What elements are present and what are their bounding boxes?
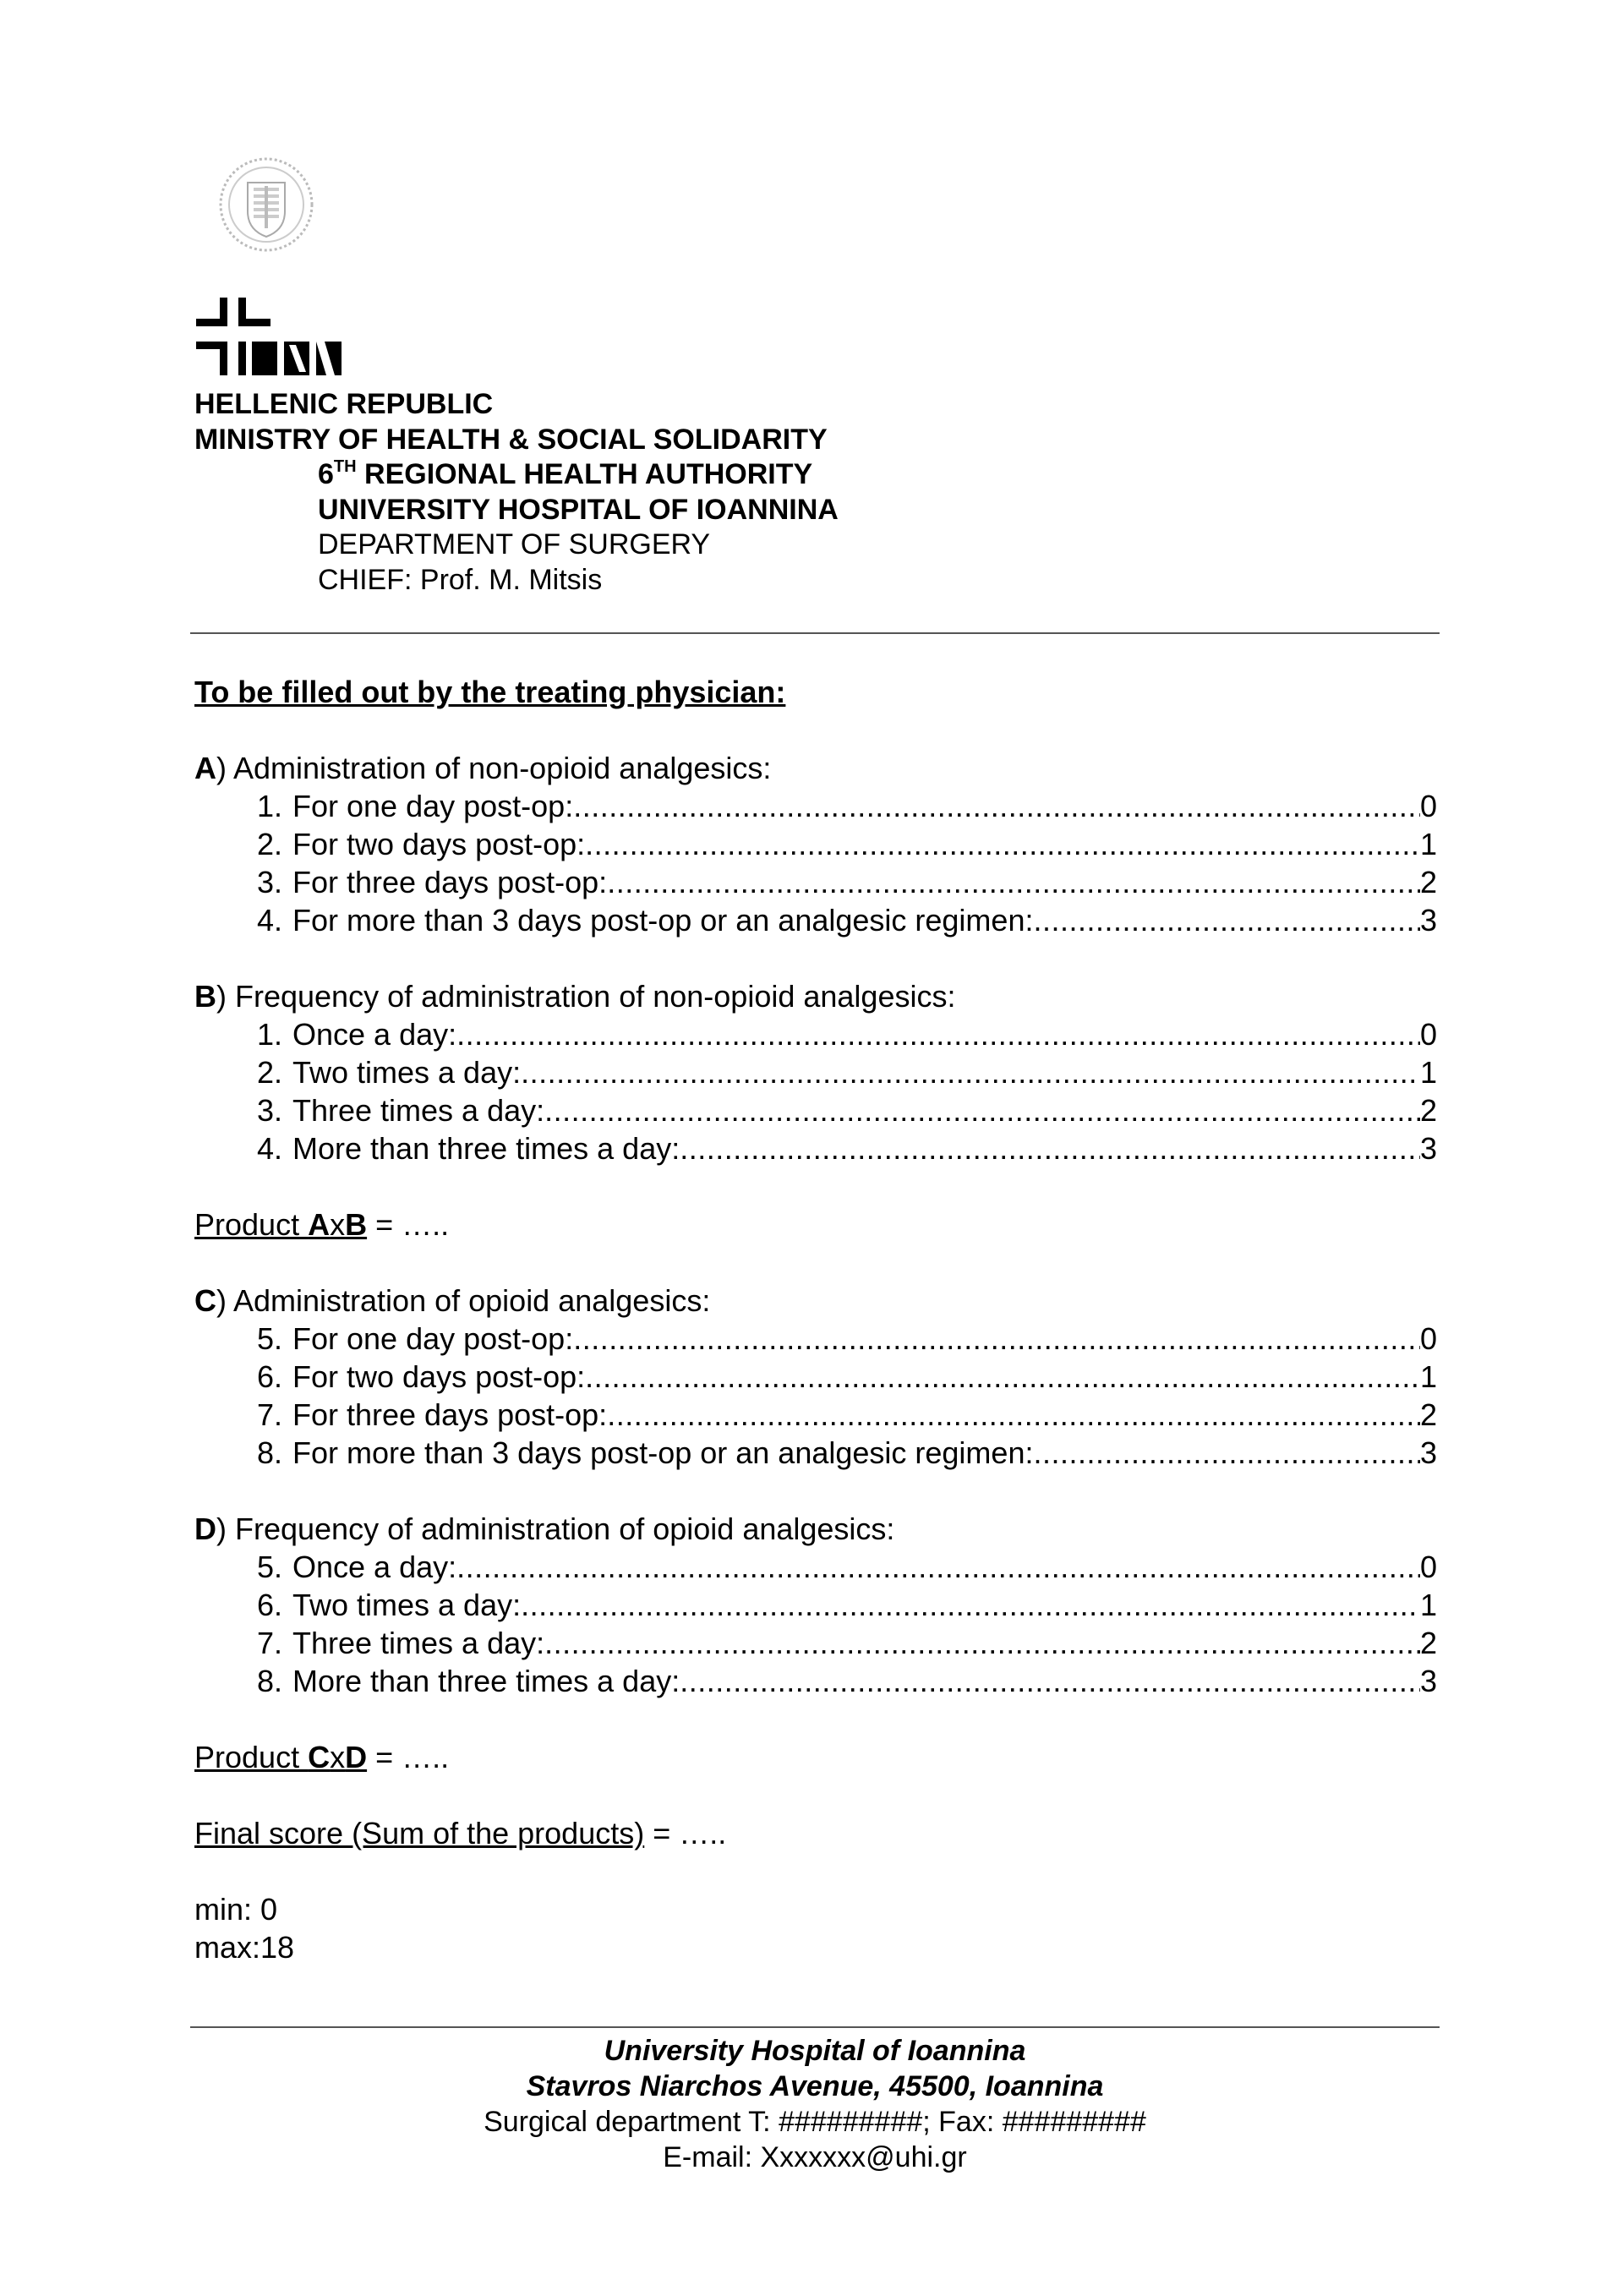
list-item: 7. For three days post-op: ..... 2 — [194, 1396, 1437, 1434]
score-max: max:18 — [194, 1930, 295, 1965]
list-item: 1. Once a day: ..... 0 — [194, 1015, 1437, 1053]
list-item: 2. Two times a day: ..... 1 — [194, 1053, 1437, 1091]
page-footer — [190, 2033, 1440, 2175]
section-d-title: D) Frequency of administration of opioid analgesics: — [194, 1512, 895, 1546]
list-item: 4. For more than 3 days post-op or an analgesic regimen: ..... 3 — [194, 901, 1437, 939]
hellenic-republic-seal-icon — [216, 152, 317, 258]
footer-divider — [190, 2026, 1440, 2028]
header-divider — [190, 632, 1440, 634]
regional-authority: 6TH REGIONAL HEALTH AUTHORITY — [318, 457, 813, 490]
form-instruction: To be filled out by the treating physician: — [194, 675, 786, 709]
final-score: Final score (Sum of the products) = ….. — [194, 1816, 727, 1850]
hospital-name: UNIVERSITY HOSPITAL OF IOANNINA — [318, 493, 839, 526]
list-item: 6. Two times a day: ..... 1 — [194, 1586, 1437, 1624]
department-name: DEPARTMENT OF SURGERY — [318, 528, 711, 560]
footer-email: E-mail: Xxxxxxx@uhi.gr — [663, 2141, 967, 2173]
list-item: 1. For one day post-op: ..... 0 — [194, 787, 1437, 825]
country-name: HELLENIC REPUBLIC — [194, 388, 494, 420]
scoring-form — [194, 673, 1437, 1966]
product-ab: Product AxB = ….. — [194, 1207, 450, 1242]
list-item: 8. For more than 3 days post-op or an analgesic regimen: ..... 3 — [194, 1434, 1437, 1472]
ministry-name: MINISTRY OF HEALTH & SOCIAL SOLIDARITY — [194, 423, 828, 456]
footer-address: Stavros Niarchos Avenue, 45500, Ioannina — [526, 2070, 1104, 2102]
section-b-title: B) Frequency of administration of non-opioid analgesics: — [194, 979, 956, 1014]
footer-phone: Surgical department T: #########; Fax: ######### — [484, 2106, 1146, 2138]
footer-hospital: University Hospital of Ioannina — [604, 2035, 1026, 2067]
list-item: 4. More than three times a day: ..... 3 — [194, 1129, 1437, 1167]
list-item: 2. For two days post-op: ..... 1 — [194, 825, 1437, 863]
letterhead — [194, 387, 1209, 598]
section-a-title: A) Administration of non-opioid analgesics: — [194, 751, 772, 785]
list-item: 3. For three days post-op: ..... 2 — [194, 863, 1437, 901]
product-cd: Product CxD = ….. — [194, 1740, 450, 1774]
list-item: 3. Three times a day: ..... 2 — [194, 1091, 1437, 1129]
score-min: min: 0 — [194, 1892, 278, 1927]
list-item: 5. Once a day: ..... 0 — [194, 1548, 1437, 1586]
list-item: 6. For two days post-op: ..... 1 — [194, 1358, 1437, 1396]
hospital-logo-icon — [196, 298, 342, 377]
section-c-title: C) Administration of opioid analgesics: — [194, 1283, 711, 1318]
chief-name: CHIEF: Prof. M. Mitsis — [318, 563, 603, 596]
list-item: 5. For one day post-op: ..... 0 — [194, 1320, 1437, 1358]
list-item: 8. More than three times a day: ..... 3 — [194, 1662, 1437, 1700]
list-item: 7. Three times a day: ..... 2 — [194, 1624, 1437, 1662]
